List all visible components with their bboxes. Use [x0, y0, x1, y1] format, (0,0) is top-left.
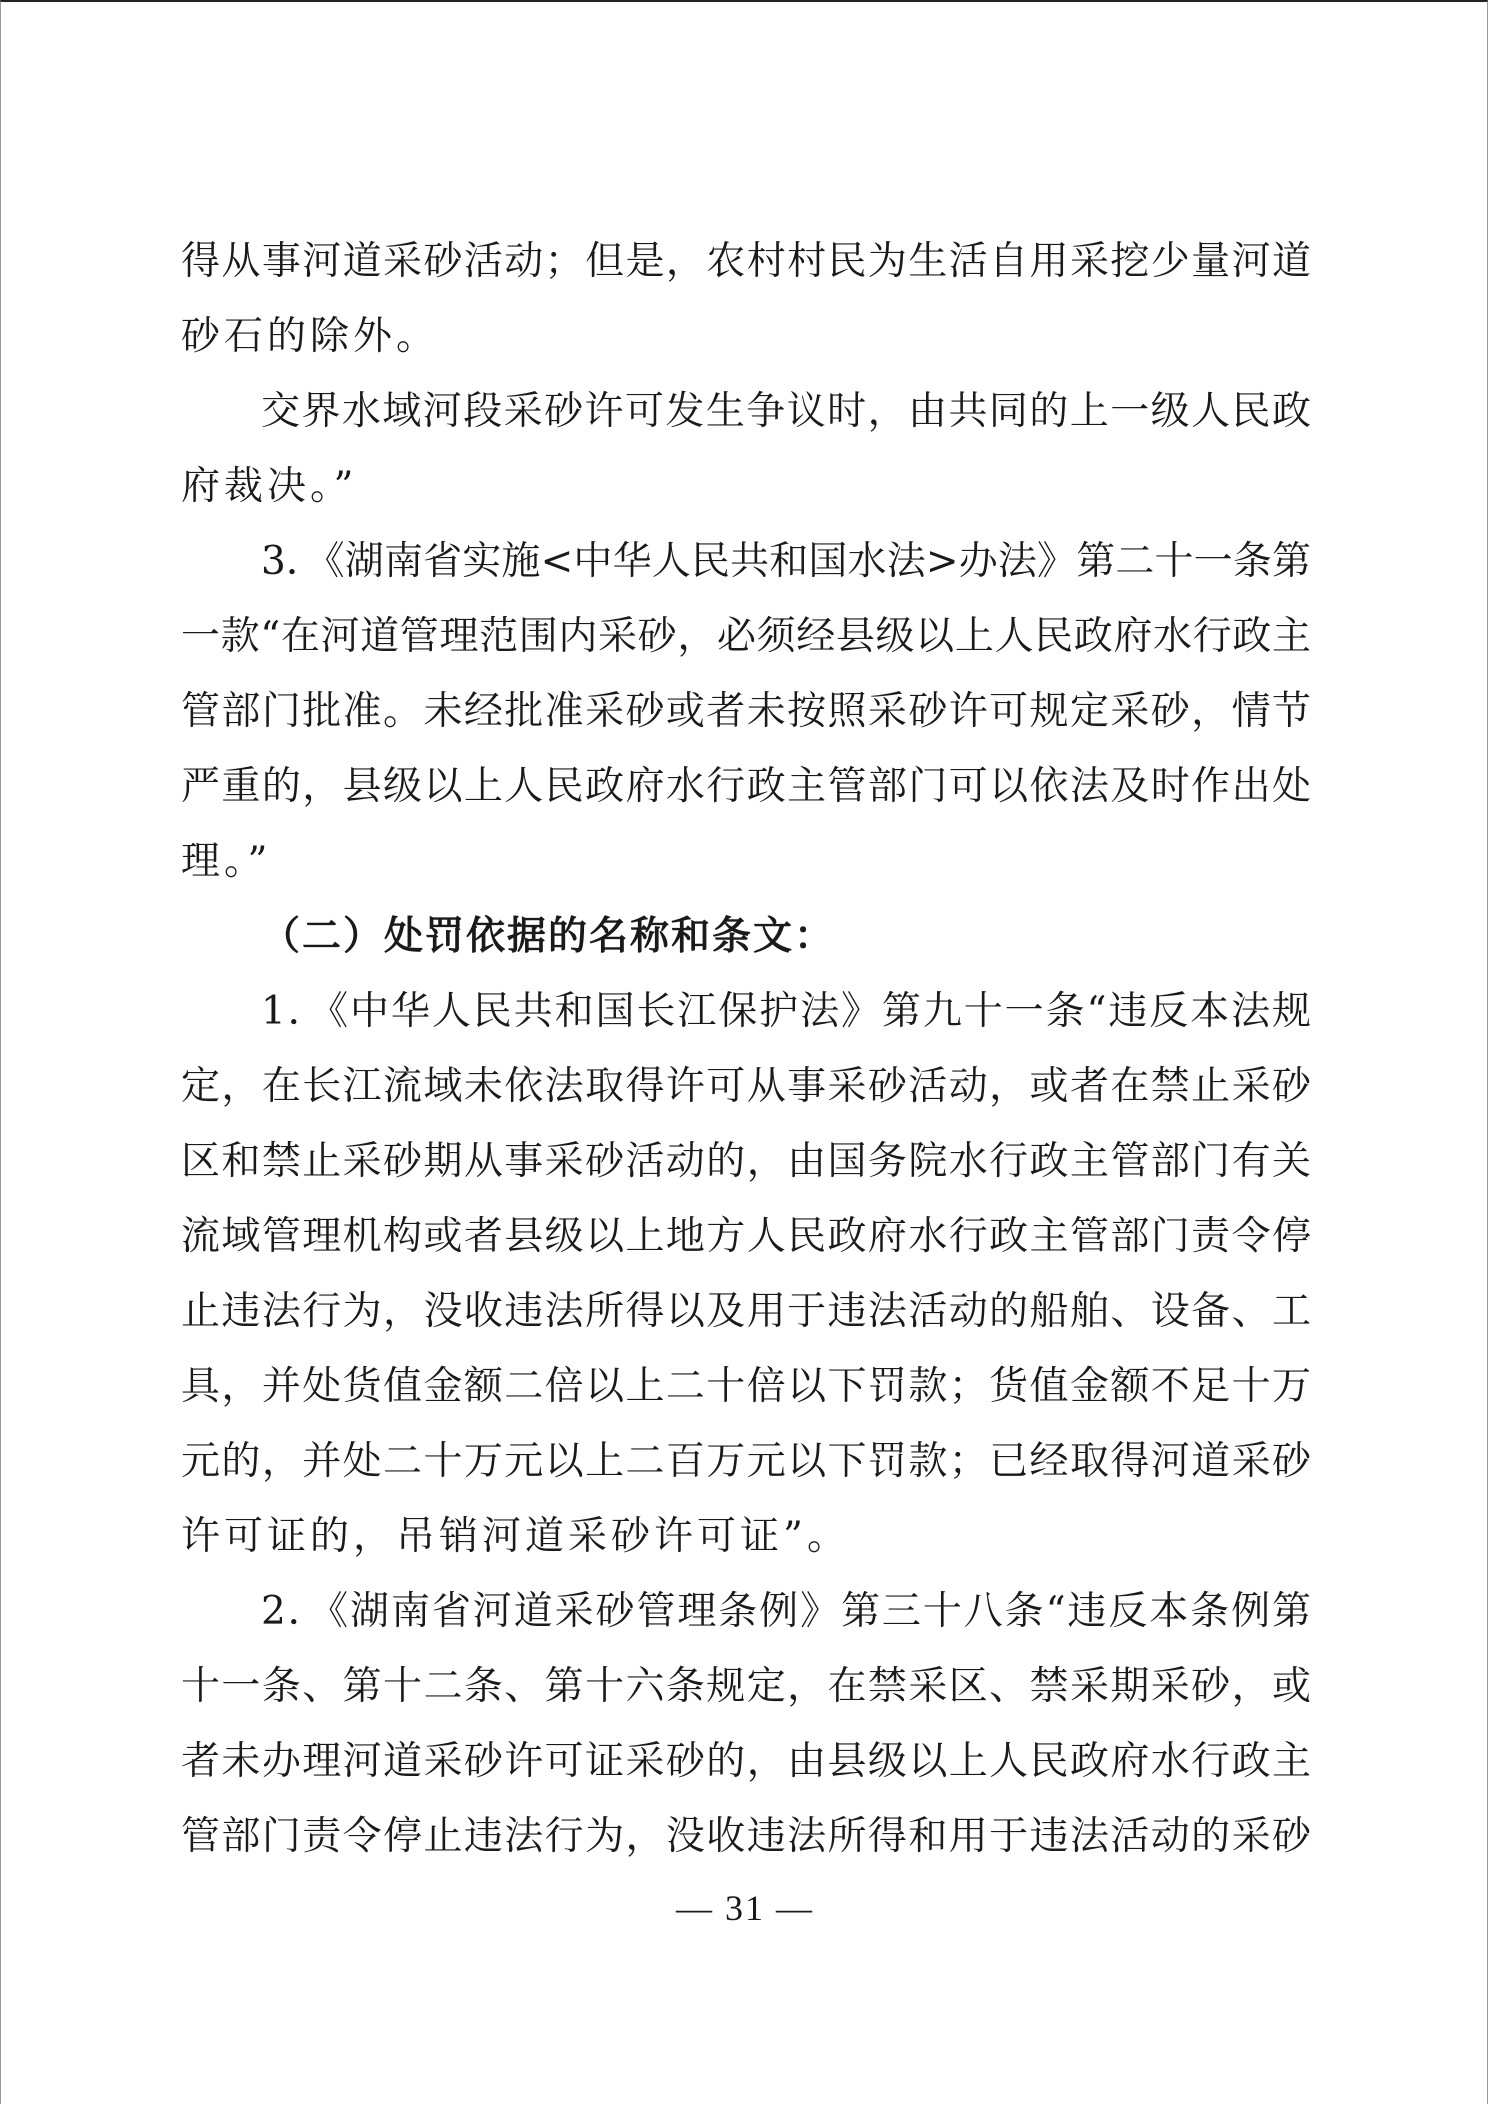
text-line: 具，并处货值金额二倍以上二十倍以下罚款；货值金额不足十万 — [181, 1364, 1311, 1409]
text-line: 1．《中华人民共和国长江保护法》第九十一条“违反本法规 — [261, 989, 1311, 1034]
text-line: 3．《湖南省实施<中华人民共和国水法>办法》第二十一条第 — [261, 539, 1311, 584]
text-line: 流域管理机构或者县级以上地方人民政府水行政主管部门责令停 — [181, 1214, 1311, 1259]
text-line: 区和禁止采砂期从事采砂活动的，由国务院水行政主管部门有关 — [181, 1139, 1311, 1184]
text-line: 许可证的，吊销河道采砂许可证”。 — [181, 1514, 850, 1559]
text-line: 严重的，县级以上人民政府水行政主管部门可以依法及时作出处 — [181, 764, 1311, 809]
text-line: 十一条、第十二条、第十六条规定，在禁采区、禁采期采砂，或 — [181, 1664, 1311, 1709]
text-line: 府裁决。” — [181, 464, 358, 509]
text-line: 理。” — [181, 839, 272, 884]
section-heading: （二）处罚依据的名称和条文： — [261, 913, 836, 959]
text-line: 得从事河道采砂活动；但是，农村村民为生活自用采挖少量河道 — [181, 239, 1311, 284]
text-line: 交界水域河段采砂许可发生争议时，由共同的上一级人民政 — [261, 389, 1311, 434]
text-line: 止违法行为，没收违法所得以及用于违法活动的船舶、设备、工 — [181, 1289, 1311, 1334]
document-body — [181, 224, 1311, 1874]
text-line: 管部门责令停止违法行为，没收违法所得和用于违法活动的采砂 — [181, 1814, 1311, 1859]
page-number: — 31 — — [676, 1888, 814, 1928]
text-line: 者未办理河道采砂许可证采砂的，由县级以上人民政府水行政主 — [181, 1739, 1311, 1784]
text-line: 2．《湖南省河道采砂管理条例》第三十八条“违反本条例第 — [261, 1589, 1311, 1634]
text-line: 砂石的除外。 — [181, 314, 440, 359]
text-line: 一款“在河道管理范围内采砂，必须经县级以上人民政府水行政主 — [181, 614, 1311, 659]
text-line: 定，在长江流域未依法取得许可从事采砂活动，或者在禁止采砂 — [181, 1064, 1311, 1109]
text-line: 元的，并处二十万元以上二百万元以下罚款；已经取得河道采砂 — [181, 1439, 1311, 1484]
text-line: 管部门批准。未经批准采砂或者未按照采砂许可规定采砂，情节 — [181, 689, 1311, 734]
